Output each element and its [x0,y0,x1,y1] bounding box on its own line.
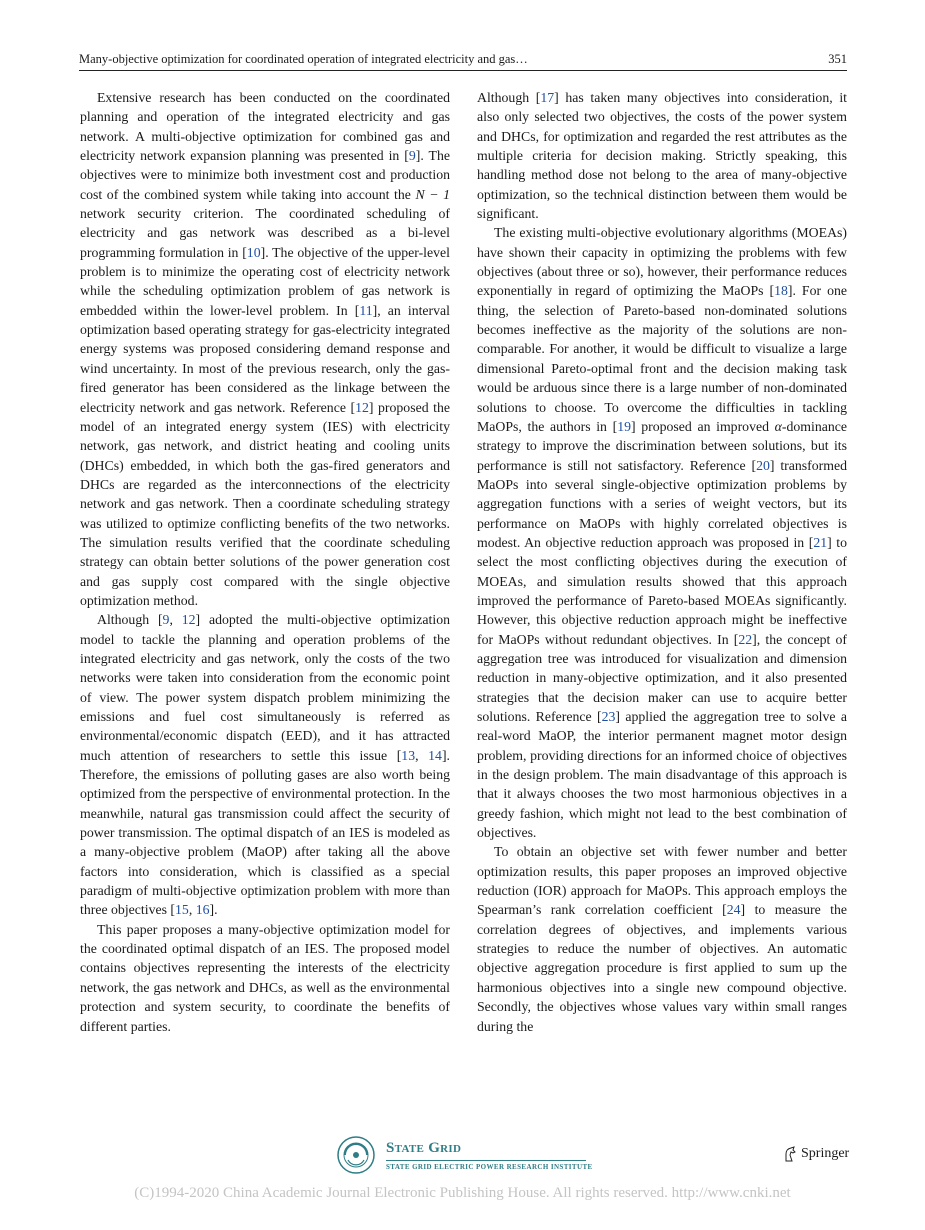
state-grid-subtitle: STATE GRID ELECTRIC POWER RESEARCH INSTITUTE [386,1162,593,1171]
text: , [188,902,196,918]
citation-link[interactable]: 14 [428,747,442,763]
citation-link[interactable]: 24 [726,902,741,918]
citation-link[interactable]: 15 [175,902,189,918]
citation-link[interactable]: 9 [162,612,170,628]
paragraph [80,88,450,610]
paragraph [80,610,450,920]
paragraph [477,223,847,842]
text: -dominance strategy to improve the discrimination between solutions, but its performance is still not satisfactory. Reference [ [477,418,847,473]
text: To obtain an objective set with fewer number and better optimization results, this paper proposes an improved objective reduction (IOR) approach for MaOPs. This approach employs the Spearman’s rank correlation coefficient [ [477,844,847,918]
text: ] to select the most conflicting objectives during the execution of MOEAs, and simulation results showed that this approach improved the performance of Pareto-based MOEAs significantly. However, this objective reduction approach might be ineffective for MaOPs without redundant objectives. In [ [477,534,847,647]
text: Although [ [97,612,163,628]
citation-link[interactable]: 18 [774,283,788,299]
citation-link[interactable]: 22 [738,631,753,647]
citation-link[interactable]: 20 [756,457,770,473]
state-grid-rule [386,1160,586,1161]
right-column [477,88,847,1036]
text: Although [ [477,90,541,105]
text: ] applied the aggregation tree to solve a real-word MaOP, the interior permanent magnet motor design problem, providing directions for an informed choice of objectives in the design problem. The main disadvantage of this approach is that it always chooses the two most harmonious objectives in a greedy fashion, which might not lead to the best combination of objectives. [477,709,847,841]
citation-link[interactable]: 21 [813,534,828,550]
page-number: 351 [828,51,847,66]
text: ] proposed the model of an integrated energy system (IES) with electricity network, gas network, and district heating and cooling units (DHCs) embedded, in which both the gas-fired generators and DHCs are regarded as the interconnections of the electricity network and gas network. Then a coordinate scheduling strategy was utilized to optimize conflicting benefits of the two networks. The simulation results verified that the coordinate scheduling strategy can obtain better solutions of the power generation cost and gas supply cost compared with the single objective optimization method. [80,399,450,608]
citation-link[interactable]: 23 [601,709,616,724]
text: , [415,747,429,763]
text: ]. The objectives were to minimize both investment cost and production cost of the combined system while taking into account the [80,148,450,202]
text: ] has taken many objectives into consideration, it also only selected two objectives, the costs of the power system and DHCs, for optimization and regarded the rest attributes as the multiple criteria for decision making. Strictly speaking, this handling method dose not belong to the area of many-objective optimization, so the technical distinction between them would be significant. [477,90,847,222]
springer-horse-icon [783,1146,797,1162]
math-n-minus-1: N − 1 [415,186,451,202]
running-title: Many-objective optimization for coordinated operation of integrated electricity and gas… [79,51,528,66]
left-column [80,88,450,1036]
citation-link[interactable]: 12 [355,399,369,415]
text: This paper proposes a many-objective optimization model for the coordinated optimal dispatch of an IES. The proposed model contains objectives representing the interests of the electricity network, the gas network and DHCs, as well as the environmental protection and system security, to coordinate the benefits of different parties. [80,921,450,1034]
text: ] proposed an improved [631,418,775,434]
running-header [79,48,847,70]
state-grid-seal-icon [336,1135,376,1175]
springer-logo [783,1146,849,1162]
state-grid-text [386,1139,593,1172]
citation-link[interactable]: 17 [540,90,555,105]
text: ] to measure the correlation degrees of objectives, and implements various strategies to reduce the number of objectives. An automatic objective aggregation procedure is first applied to sum up the harmonious objectives into a single new compound objective. Secondly, the objectives whose values vary within small ranges during the [477,902,847,1034]
paragraph [477,842,847,1035]
citation-link[interactable]: 11 [359,302,373,318]
text: The existing multi-objective evolutionary algorithms (MOEAs) have shown their capacity in optimizing the problems with few objectives (about three or so), however, their performance reduces exponentially in regard of optimizing the MaOPs [ [477,225,847,299]
text: , [169,612,182,628]
text: Extensive research has been conducted on the coordinated planning and operation of the integrated electricity and gas network. A multi-objective optimization for combined gas and electricity network expansion planning was presented in [ [80,90,450,164]
paragraph [477,88,847,223]
state-grid-title: State Grid [386,1139,462,1156]
text: ]. For one thing, the selection of Pareto-based non-dominated solutions becomes ineffective as the majority of the solutions are non-comparable. For another, it would be difficult to visualize a large dimensional Pareto-optimal front and the decision making task would be arduous since there is a large number of non-dominated solutions to choose. To overcome the difficulties in tackling MaOPs, the authors in [ [477,283,847,434]
springer-label: Springer [801,1146,850,1161]
text: ]. [209,902,218,918]
text: ] transformed MaOPs into several single-objective optimization problems by aggregation functions with a series of weight vectors, but its performance on MaOPs with highly correlated objectives is modest. An objective reduction approach was proposed in [ [477,457,847,550]
text: ], an interval optimization based operating strategy for gas-electricity integrated energy systems was proposed considering demand response and wind uncertainty. In most of the previous research, only the gas-fired generator has been considered as the linkage between the electricity network and gas network. Reference [ [80,302,450,415]
citation-link[interactable]: 13 [401,747,416,763]
text: ]. Therefore, the emissions of polluting gases are also worth being optimized from the perspective of environmental protection. In the meanwhile, natural gas transmission could affect the security of power transmission. The optimal dispatch of an IES is modeled as a many-objective problem (MaOP) after taking all the above factors into consideration, which is classified as a special paradigm of multi-objective optimization problem with more than three objectives [ [80,747,450,918]
citation-link[interactable]: 19 [617,418,631,434]
text: ] adopted the multi-objective optimization model to tackle the planning and operation problems of the integrated electricity and gas network, only the costs of the two networks were taken into consideration from the economic point of view. The power system dispatch problem minimizing the emissions and fuel cost simultaneously is referred as environmental/economic dispatch (EED), and it has attracted much attention of researchers to settle this issue [ [80,612,450,763]
citation-link[interactable]: 9 [408,148,416,164]
citation-link[interactable]: 16 [195,902,210,918]
math-alpha: α [774,418,782,434]
copyright-notice: (C)1994-2020 China Academic Journal Electronic Publishing House. All rights reserved. http://www.cnki.net [134,1185,791,1201]
paragraph [80,920,450,1036]
header-rule [79,70,847,71]
text: ]. The objective of the upper-level problem is to minimize the operating cost of electricity network while the scheduling optimization problem of gas network is embedded within the lower-level problem. In [ [80,244,450,318]
text: network security criterion. The coordinated scheduling of electricity and gas network was described as a bi-level programming formulation in [ [80,206,450,260]
text: ], the concept of aggregation tree was introduced for visualization and dimension reduction in many-objective optimization, and it also presented strategies that the decision maker can use to acquire better solutions. Reference [ [477,631,848,724]
state-grid-logo [336,1134,593,1176]
citation-link[interactable]: 10 [246,244,261,260]
citation-link[interactable]: 12 [181,612,196,628]
